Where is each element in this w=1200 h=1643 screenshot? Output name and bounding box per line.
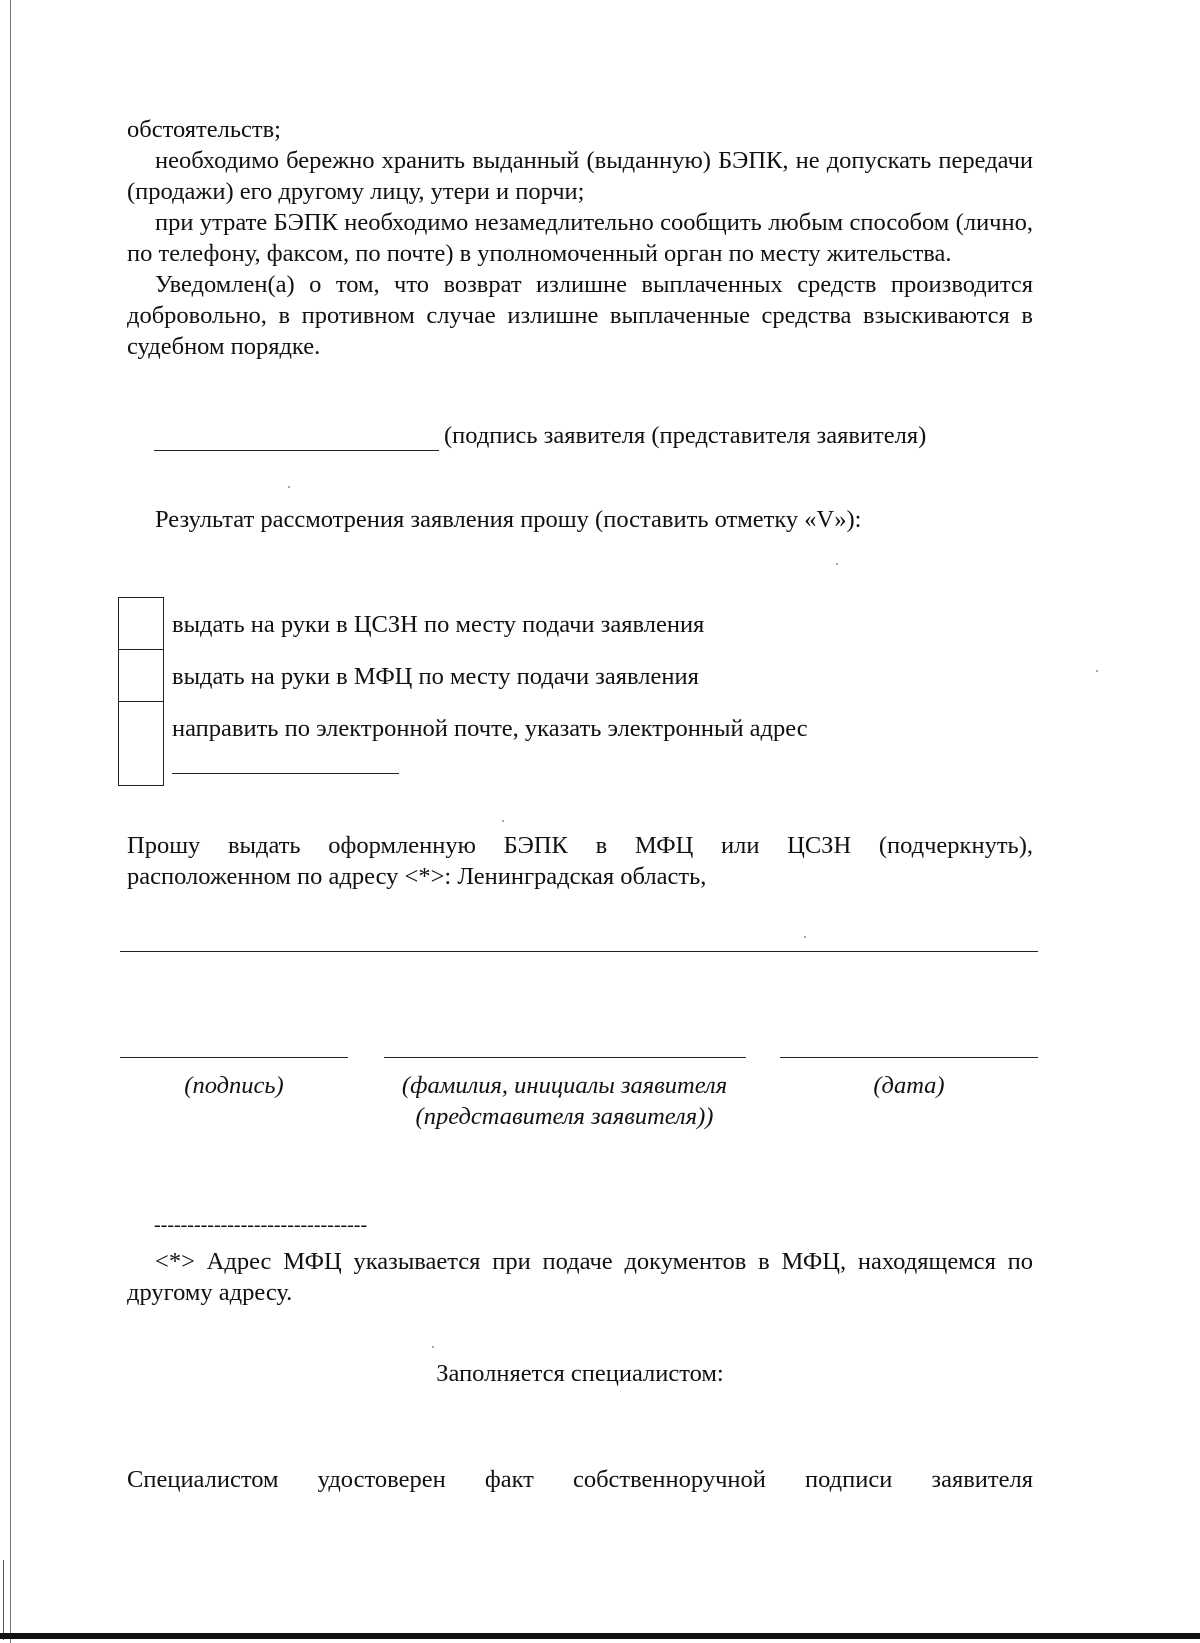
paragraph-keep-card: необходимо бережно хранить выданный (выданную) БЭПК, не допускать передачи (продажи) его другому лицу, утери и порчи; [127,147,1033,205]
date-caption: (дата) [873,1072,945,1099]
request-text [127,830,1033,892]
paragraph-loss-report: при утрате БЭПК необходимо незамедлительно сообщить любым способом (лично, по телефону, факсом, по почте) в уполномоченный орган по месту жительства. [127,209,1033,267]
scan-border-mark [3,1560,4,1640]
scan-speck [288,486,290,488]
address-line[interactable] [120,951,1038,952]
specialist-text: Специалистом удостоверен факт собственноручной подписи заявителя [127,1466,1033,1493]
option-checkbox-mfc[interactable] [118,649,164,701]
scan-speck [1096,670,1098,672]
scan-speck [804,936,806,938]
obligations-text [127,114,1033,362]
scan-speck [502,820,504,822]
signature-line[interactable] [120,1057,348,1058]
footnote-text: <*> Адрес МФЦ указывается при подаче документов в МФЦ, находящемся по другому адресу. [127,1248,1033,1306]
date-line[interactable] [780,1057,1038,1058]
name-line[interactable] [384,1057,746,1058]
option-checkbox-cszn[interactable] [118,597,164,649]
signature-caption: (подпись) [184,1072,284,1099]
paragraph-refund-notice: Уведомлен(а) о том, что возврат излишне выплаченных средств производится добровольно, в противном случае излишне выплаченные средства взыскиваются в судебном порядке. [127,271,1033,360]
scan-border-left [10,0,11,1643]
request-line-2: расположенном по адресу <*>: Ленинградская область, [127,863,707,890]
option-label-email: направить по электронной почте, указать электронный адрес [172,715,808,742]
option-label-cszn: выдать на руки в ЦСЗН по месту подачи заявления [172,611,705,638]
scan-speck [432,1346,434,1348]
result-prompt: Результат рассмотрения заявления прошу (поставить отметку «V»): [155,506,862,533]
paragraph-circumstances: обстоятельств; [127,116,281,143]
option-checkbox-email[interactable] [118,701,164,786]
email-address-line[interactable] [172,773,399,774]
applicant-signature-hint: (подпись заявителя (представителя заявителя) [444,422,927,449]
footnote-separator: -------------------------------- [154,1214,368,1236]
request-line-1: Прошу выдать оформленную БЭПК в МФЦ или ЦСЗН (подчеркнуть), [127,832,1033,859]
scan-border-bottom [0,1633,1200,1639]
specialist-heading: Заполняется специалистом: [436,1360,724,1387]
name-caption: (фамилия, инициалы заявителя (представителя заявителя)) [401,1072,728,1130]
scan-speck [836,563,838,565]
option-label-mfc: выдать на руки в МФЦ по месту подачи заявления [172,663,699,690]
applicant-signature-line[interactable] [154,450,439,451]
